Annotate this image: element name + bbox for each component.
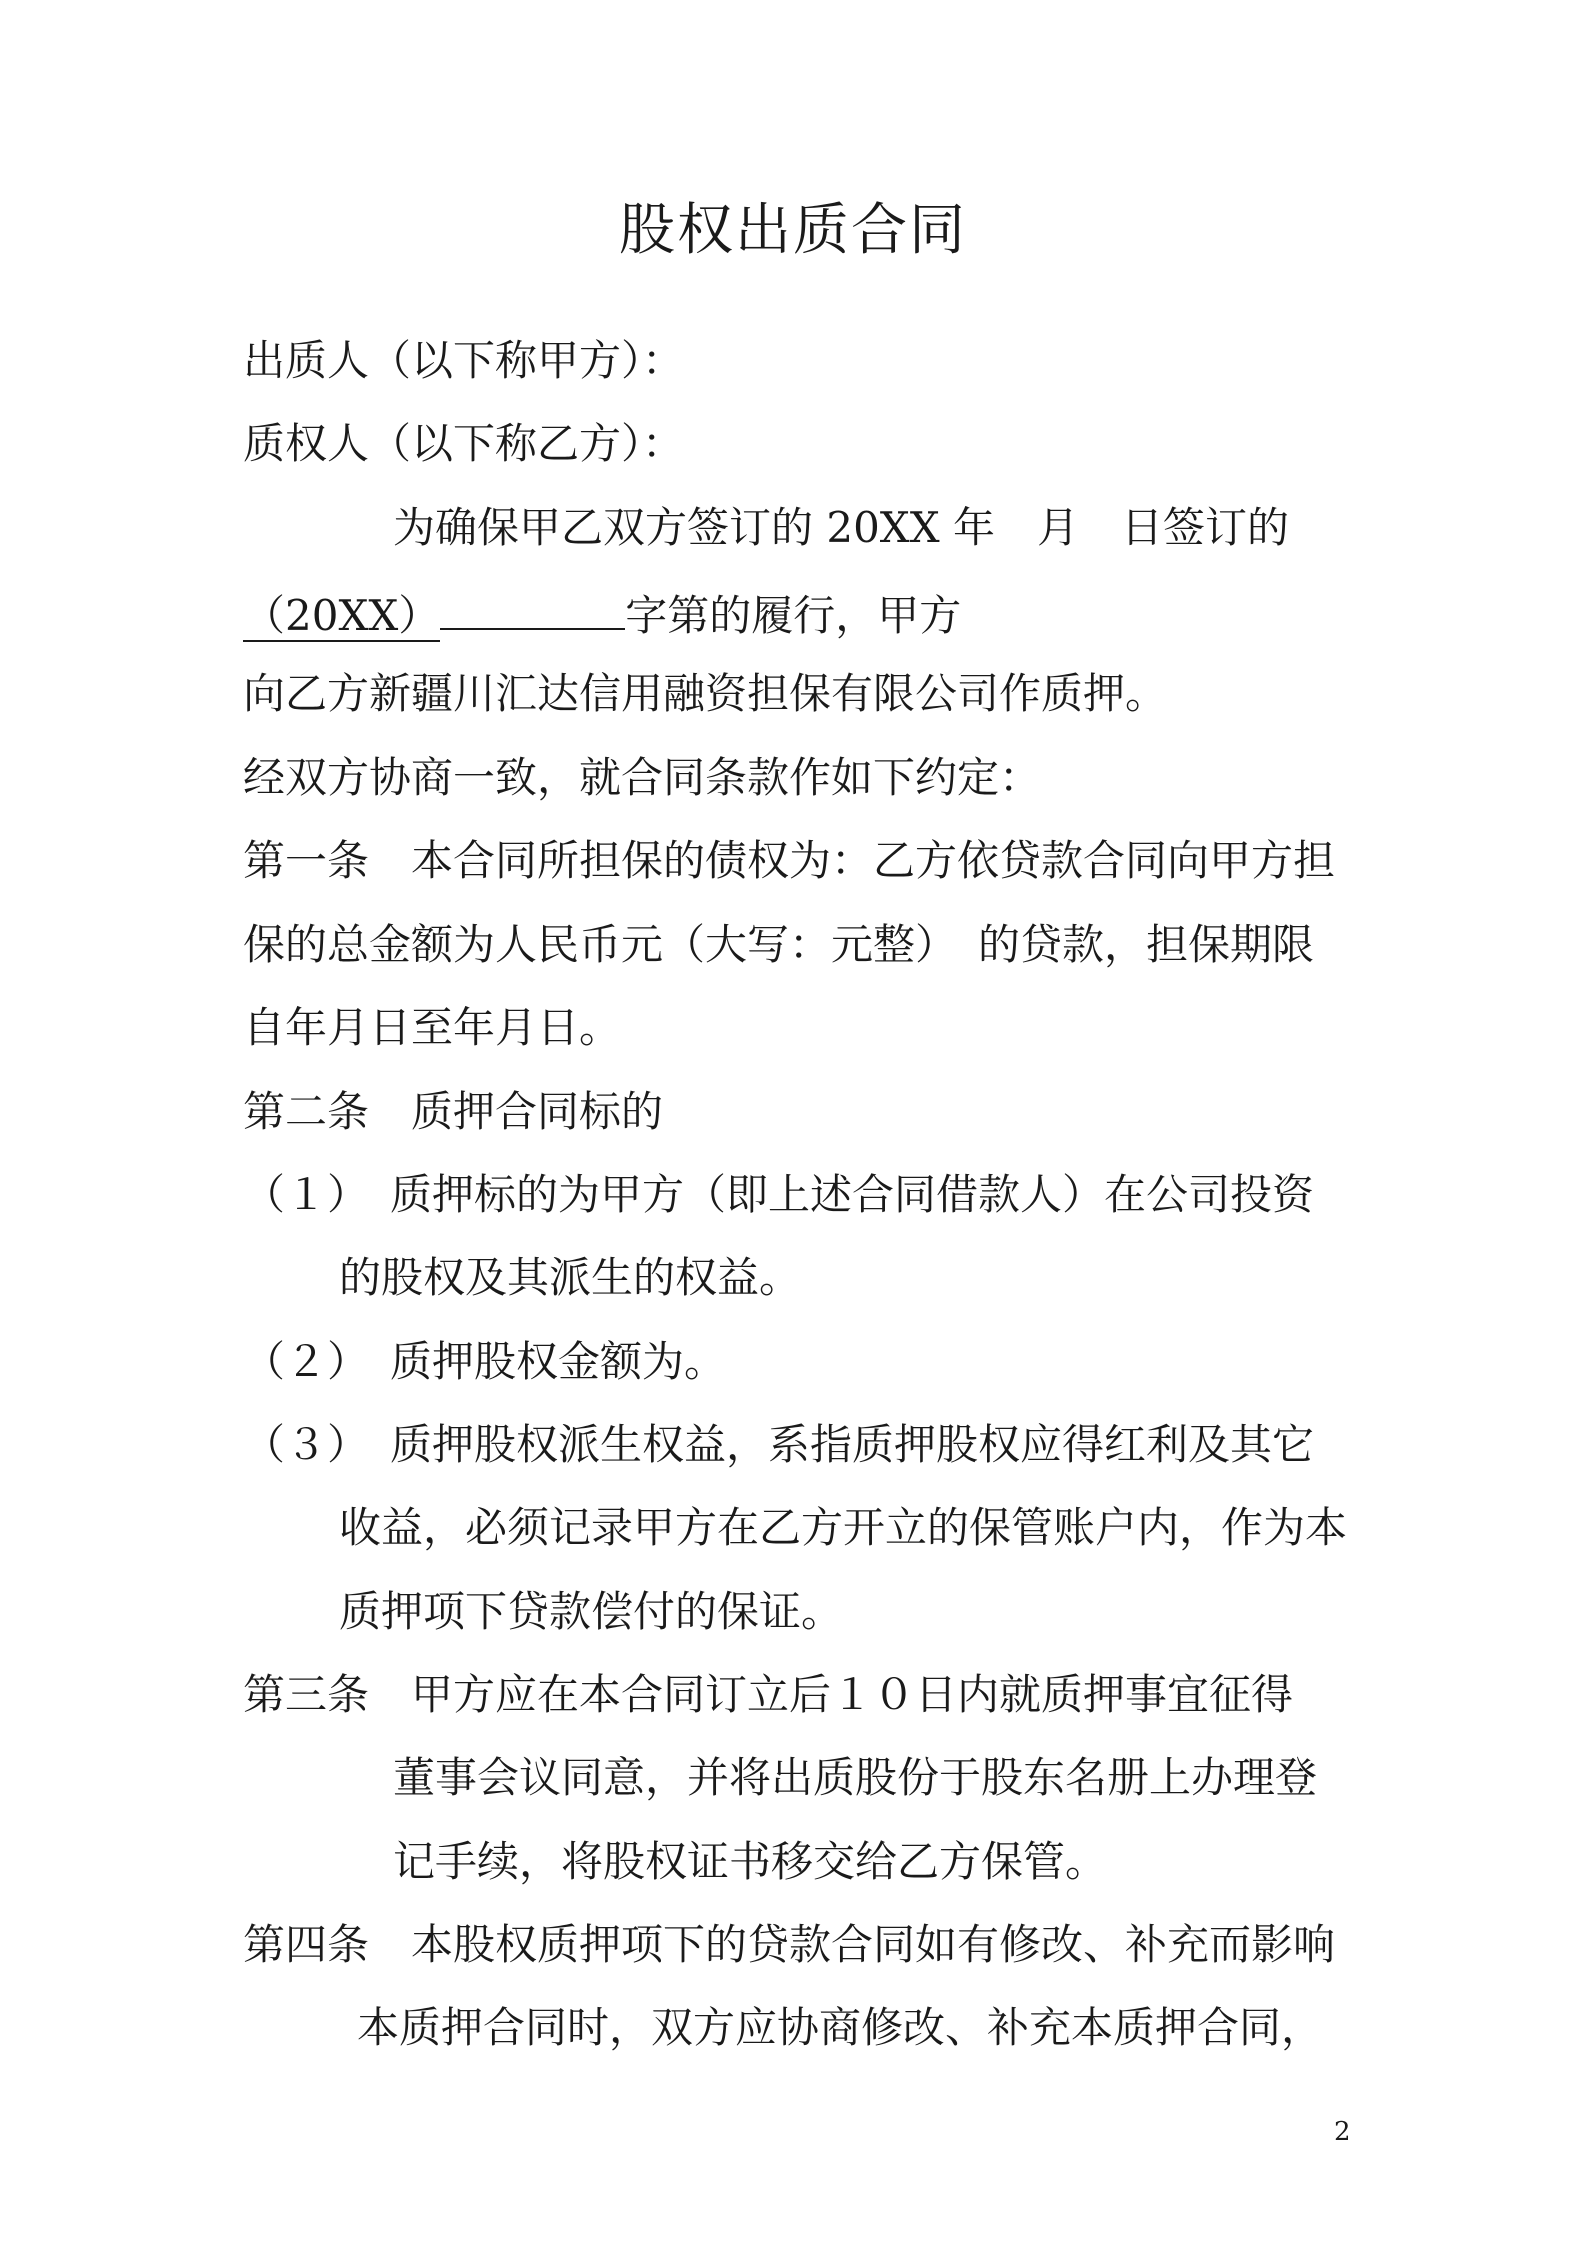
article-2-item-1-line-1: （１） 质押标的为甲方（即上述合同借款人）在公司投资 [243, 1170, 1315, 1219]
article-4-line-1: 第四条 本股权质押项下的贷款合同如有修改、补充而影响 [243, 1920, 1336, 1969]
article-1-line-1: 第一条 本合同所担保的债权为：乙方依贷款合同向甲方担 [243, 836, 1336, 885]
pledgee-line: 质权人（以下称乙方）： [243, 419, 685, 468]
contract-number-prefix: （20XX） [243, 591, 441, 640]
intro-line-1: 为确保甲乙双方签订的 20XX 年 月 日签订的 [393, 503, 1289, 552]
article-1-line-2: 保的总金额为人民币元（大写：元整） 的贷款，担保期限 [243, 920, 1315, 969]
document-title: 股权出质合同 [619, 198, 967, 263]
article-4-line-2: 本质押合同时，双方应协商修改、补充本质押合同， [357, 2003, 1324, 2052]
article-1-line-3: 自年月日至年月日。 [243, 1003, 622, 1052]
article-3-line-3: 记手续，将股权证书移交给乙方保管。 [393, 1837, 1108, 1886]
article-2-item-3-line-1: （３） 质押股权派生权益，系指质押股权应得红利及其它 [243, 1420, 1315, 1469]
intro-line-2-suffix: 字第的履行，甲方 [625, 591, 962, 640]
intro-line-2 [243, 584, 961, 643]
article-2-item-3-line-3: 质押项下贷款偿付的保证。 [339, 1587, 844, 1636]
intro-line-4: 经双方协商一致，就合同条款作如下约定： [243, 753, 1042, 802]
article-3-line-2: 董事会议同意，并将出质股份于股东名册上办理登 [393, 1753, 1318, 1802]
article-2-item-3-line-2: 收益，必须记录甲方在乙方开立的保管账户内，作为本 [339, 1503, 1348, 1552]
page-number: 2 [1334, 2117, 1351, 2147]
intro-line-3: 向乙方新疆川汇达信用融资担保有限公司作质押。 [243, 669, 1168, 718]
article-3-line-1: 第三条 甲方应在本合同订立后１０日内就质押事宜征得 [243, 1670, 1294, 1719]
article-2-heading: 第二条 质押合同标的 [243, 1087, 664, 1136]
article-2-item-1-line-2: 的股权及其派生的权益。 [339, 1253, 802, 1302]
pledgor-line: 出质人（以下称甲方）： [243, 336, 685, 385]
contract-number-blank [440, 584, 625, 630]
article-2-item-2-line-1: （２） 质押股权金额为。 [243, 1337, 727, 1386]
